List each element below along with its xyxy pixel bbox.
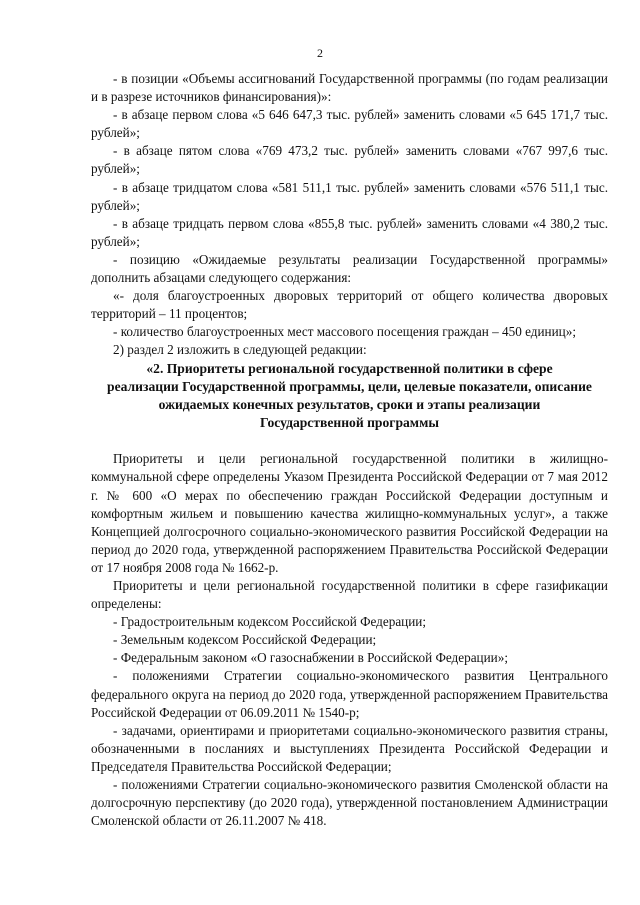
amendment-paragraph: - в абзаце тридцать первом слова «855,8 тыс. рублей» заменить словами «4 380,2 тыс. рублей»;	[91, 215, 608, 249]
section-heading-line: реализации Государственной программы, цели, целевые показатели, описание	[107, 378, 592, 394]
amendment-paragraph: - в абзаце тридцатом слова «581 511,1 тыс. рублей» заменить словами «576 511,1 тыс. рублей»;	[91, 179, 608, 213]
amendment-paragraph: - в позиции «Объемы ассигнований Государственной программы (по годам реализации и в разрезе источников финансирования)»:	[91, 71, 608, 105]
amendment-paragraph: - позицию «Ожидаемые результаты реализации Государственной программы» дополнить абзацами следующего содержания:	[91, 251, 608, 286]
amendment-paragraph: - в абзаце первом слова «5 646 647,3 тыс. рублей» заменить словами «5 645 171,7 тыс. рублей»;	[91, 107, 608, 141]
amendment-paragraph: 2) раздел 2 изложить в следующей редакции:	[113, 342, 367, 358]
page-number: 2	[317, 46, 323, 60]
body-paragraph: Приоритеты и цели региональной государственной политики в сфере газификации определены:	[91, 577, 608, 612]
amendment-paragraph: - количество благоустроенных мест массового посещения граждан – 450 единиц»;	[113, 324, 576, 340]
amendment-paragraph: «- доля благоустроенных дворовых территорий от общего количества дворовых территорий – 11 процентов;	[91, 288, 608, 322]
list-item: - положениями Стратегии социально-экономического развития Смоленской области на долгосрочную перспективу (до 2020 года), утвержденной постановлением Администрации Смоленской области от 26.11.2007 № 418.	[91, 777, 608, 829]
section-heading-line: ожидаемых конечных результатов, сроки и этапы реализации	[158, 396, 541, 412]
list-item: - Градостроительным кодексом Российской Федерации;	[113, 614, 427, 630]
list-item: - задачами, ориентирами и приоритетами социально-экономического развития страны, обозначенными в посланиях и выступлениях Президента Российской Федерации и Председателя Правительства Российской Федерации;	[91, 722, 608, 774]
amendment-paragraph: - в абзаце пятом слова «769 473,2 тыс. рублей» заменить словами «767 997,6 тыс. рублей»;	[91, 143, 608, 177]
list-item: - Земельным кодексом Российской Федерации;	[113, 632, 377, 648]
section-heading-line: «2. Приоритеты региональной государственной политики в сфере	[146, 360, 553, 376]
list-item: - положениями Стратегии социально-экономического развития Центрального федерального округа на период до 2020 года, утвержденной распоряжением Правительства Российской Федерации от 06.09.2011 № 1540-р;	[91, 668, 608, 720]
document-body	[91, 70, 608, 830]
section-heading	[91, 360, 608, 433]
list-item: - Федеральным законом «О газоснабжении в Российской Федерации»;	[113, 650, 508, 666]
body-paragraph: Приоритеты и цели региональной государственной политики в жилищно-коммунальной сфере определены Указом Президента Российской Федерации от 7 мая 2012 г. № 600 «О мерах по обеспечению граждан Российской Федерации доступным и комфортным жильем и повышению качества жилищно-коммунальных услуг», а также Концепцией долгосрочного социально-экономического развития Российской Федерации на период до 2020 года, утвержденной распоряжением Правительства Российской Федерации от 17 ноября 2008 года № 1662-р.	[91, 451, 608, 575]
spacer	[91, 432, 608, 450]
section-heading-line: Государственной программы	[260, 415, 439, 431]
